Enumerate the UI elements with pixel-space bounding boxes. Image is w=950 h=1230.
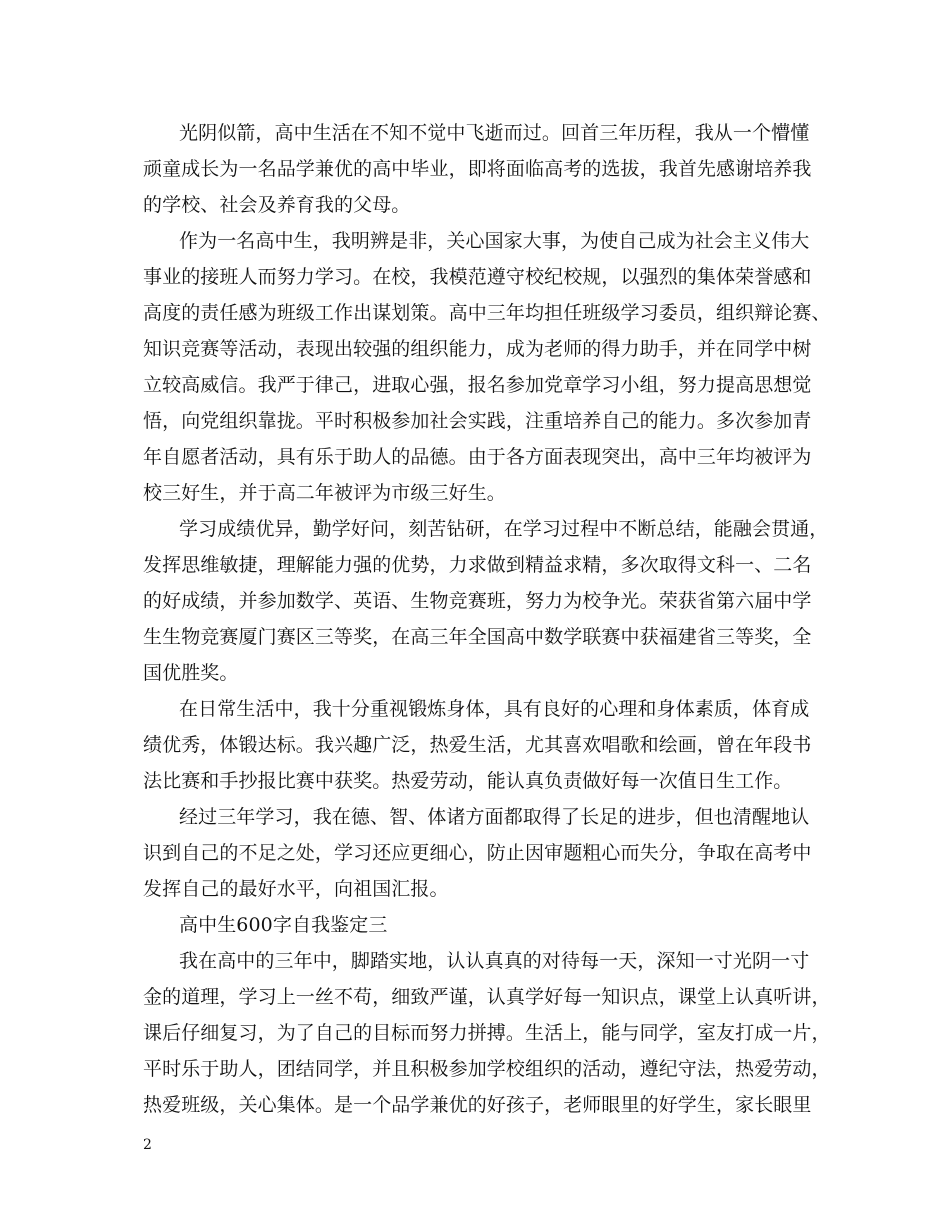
paragraph-line: 顽童成长为一名品学兼优的高中毕业，即将面临高考的选拔，我首先感谢培养我 xyxy=(143,158,812,180)
paragraph-line: 金的道理，学习上一丝不苟，细致严谨，认真学好每一知识点，课堂上认真听讲， xyxy=(143,986,831,1008)
document-body xyxy=(143,115,831,1123)
paragraph-line: 发挥思维敏捷，理解能力强的优势，力求做到精益求精，多次取得文科一、二名 xyxy=(143,554,812,576)
paragraph-line: 平时乐于助人，团结同学，并且积极参加学校组织的活动，遵纪守法，热爱劳动， xyxy=(143,1058,831,1080)
paragraph-line: 事业的接班人而努力学习。在校，我模范遵守校纪校规，以强烈的集体荣誉感和 xyxy=(143,266,812,288)
paragraph-line: 绩优秀，体锻达标。我兴趣广泛，热爱生活，尤其喜欢唱歌和绘画，曾在年段书 xyxy=(143,734,812,756)
paragraph-line: 识到自己的不足之处，学习还应更细心，防止因审题粗心而失分，争取在高考中 xyxy=(143,842,812,864)
section-heading: 高中生600字自我鉴定三 xyxy=(179,914,388,936)
paragraph-line: 发挥自己的最好水平，向祖国汇报。 xyxy=(143,878,449,900)
paragraph-line: 立较高威信。我严于律己，进取心强，报名参加党章学习小组，努力提高思想觉 xyxy=(143,374,812,396)
paragraph-line: 的好成绩，并参加数学、英语、生物竞赛班，努力为校争光。荣获省第六届中学 xyxy=(143,590,812,612)
paragraph-line: 悟，向党组织靠拢。平时积极参加社会实践，注重培养自己的能力。多次参加青 xyxy=(143,410,812,432)
paragraph-line: 经过三年学习，我在德、智、体诸方面都取得了长足的进步，但也清醒地认 xyxy=(179,806,810,828)
paragraph-line: 年自愿者活动，具有乐于助人的品德。由于各方面表现突出，高中三年均被评为 xyxy=(143,446,812,468)
paragraph-line: 光阴似箭，高中生活在不知不觉中飞逝而过。回首三年历程，我从一个懵懂 xyxy=(179,122,810,144)
paragraph-line: 生生物竞赛厦门赛区三等奖，在高三年全国高中数学联赛中获福建省三等奖，全 xyxy=(143,626,812,648)
paragraph-line: 法比赛和手抄报比赛中获奖。热爱劳动，能认真负责做好每一次值日生工作。 xyxy=(143,770,793,792)
paragraph-line: 课后仔细复习，为了自己的目标而努力拼搏。生活上，能与同学，室友打成一片， xyxy=(143,1022,831,1044)
paragraph-line: 知识竞赛等活动，表现出较强的组织能力，成为老师的得力助手，并在同学中树 xyxy=(143,338,812,360)
paragraph-line: 校三好生，并于高二年被评为市级三好生。 xyxy=(143,482,506,504)
paragraph-line: 的学校、社会及养育我的父母。 xyxy=(143,194,411,216)
paragraph-line: 国优胜奖。 xyxy=(143,662,239,684)
paragraph-line: 热爱班级，关心集体。是一个品学兼优的好孩子，老师眼里的好学生，家长眼里 xyxy=(143,1094,812,1116)
paragraph-line: 在日常生活中，我十分重视锻炼身体，具有良好的心理和身体素质，体育成 xyxy=(179,698,810,720)
paragraph-line: 我在高中的三年中，脚踏实地，认认真真的对待每一天，深知一寸光阴一寸 xyxy=(179,950,810,972)
paragraph-line: 学习成绩优异，勤学好问，刻苦钻研，在学习过程中不断总结，能融会贯通， xyxy=(179,518,829,540)
paragraph-line: 高度的责任感为班级工作出谋划策。高中三年均担任班级学习委员，组织辩论赛、 xyxy=(143,302,831,324)
page-number: 2 xyxy=(143,1137,152,1153)
paragraph-line: 作为一名高中生，我明辨是非，关心国家大事，为使自己成为社会主义伟大 xyxy=(179,230,810,252)
